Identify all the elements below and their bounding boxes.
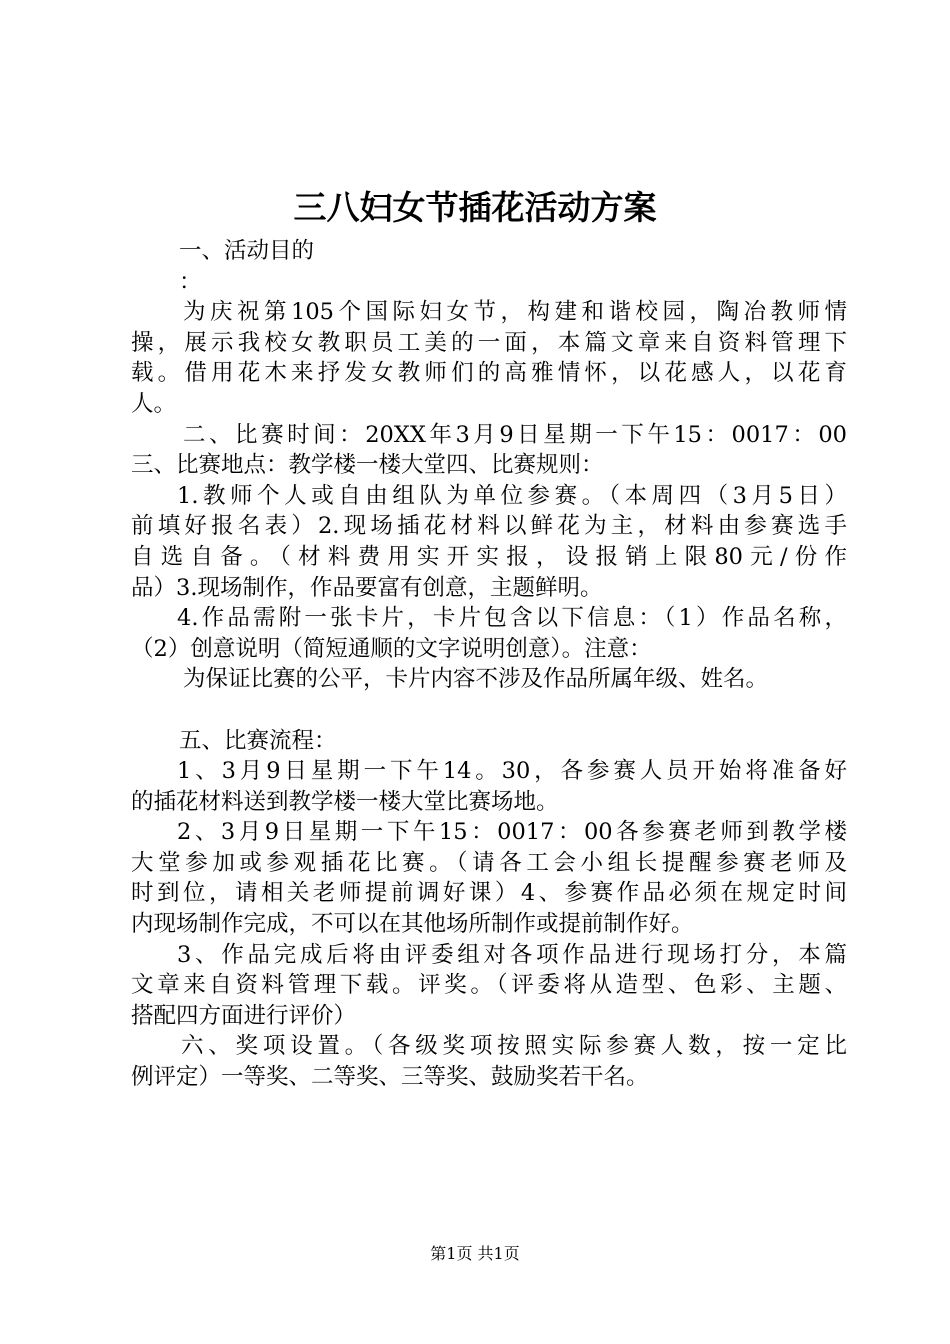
text-line: 4.作品需附一张卡片，卡片包含以下信息：（1）作品名称， [177, 605, 847, 632]
text-line: 搭配四方面进行评价） [131, 1002, 357, 1029]
text-line: 1、3月9日星期一下午14。30，各参赛人员开始将准备好 [177, 758, 847, 785]
page-footer: 第1页 共1页 [430, 1244, 520, 1263]
text-line: 自选自备。（材料费用实开实报，设报销上限80元/份作 [131, 543, 847, 570]
text-line: 的插花材料送到教学楼一楼大堂比赛场地。 [131, 788, 559, 815]
text-line: 五、比赛流程： [179, 727, 337, 754]
text-line: ： [179, 268, 202, 295]
text-line: 六、奖项设置。（各级奖项按照实际参赛人数，按一定比 [181, 1033, 847, 1060]
text-line: 操，展示我校女教职员工美的一面，本篇文章来自资料管理下 [131, 329, 847, 356]
text-line: 二、比赛时间：20XX年3月9日星期一下午15：0017：00 [183, 421, 847, 448]
text-line: 三、比赛地点：教学楼一楼大堂四、比赛规则： [131, 452, 604, 479]
text-line: 品）3.现场制作，作品要富有创意，主题鲜明。 [131, 574, 603, 601]
text-line: 前填好报名表）2.现场插花材料以鲜花为主，材料由参赛选手 [131, 513, 847, 540]
text-line: 人。 [131, 390, 177, 417]
text-line: 时到位，请相关老师提前调好课）4、参赛作品必须在规定时间 [131, 880, 847, 907]
document-body [131, 236, 847, 1093]
text-line: 2、3月9日星期一下午15：0017：00各参赛老师到教学楼 [177, 819, 847, 846]
text-line: 3、作品完成后将由评委组对各项作品进行现场打分，本篇 [177, 941, 847, 968]
document-title: 三八妇女节插花活动方案 [293, 188, 657, 227]
text-line: 为保证比赛的公平，卡片内容不涉及作品所属年级、姓名。 [183, 666, 769, 693]
text-line: 大堂参加或参观插花比赛。（请各工会小组长提醒参赛老师及 [131, 849, 847, 876]
text-line: （2）创意说明（简短通顺的文字说明创意）。注意： [131, 635, 652, 662]
text-line: 一、活动目的 [179, 238, 315, 264]
text-line: 文章来自资料管理下载。评奖。（评委将从造型、色彩、主题、 [131, 972, 847, 999]
blank-line [131, 695, 847, 726]
text-line: 例评定）一等奖、二等奖、三等奖、鼓励奖若干名。 [131, 1064, 649, 1091]
text-line: 内现场制作完成，不可以在其他场所制作或提前制作好。 [131, 911, 694, 938]
text-line: 为庆祝第105个国际妇女节，构建和谐校园，陶冶教师情 [183, 299, 847, 326]
text-line: 1.教师个人或自由组队为单位参赛。（本周四（3月5日） [177, 482, 847, 509]
text-line: 载。借用花木来抒发女教师们的高雅情怀，以花感人，以花育 [131, 360, 847, 387]
